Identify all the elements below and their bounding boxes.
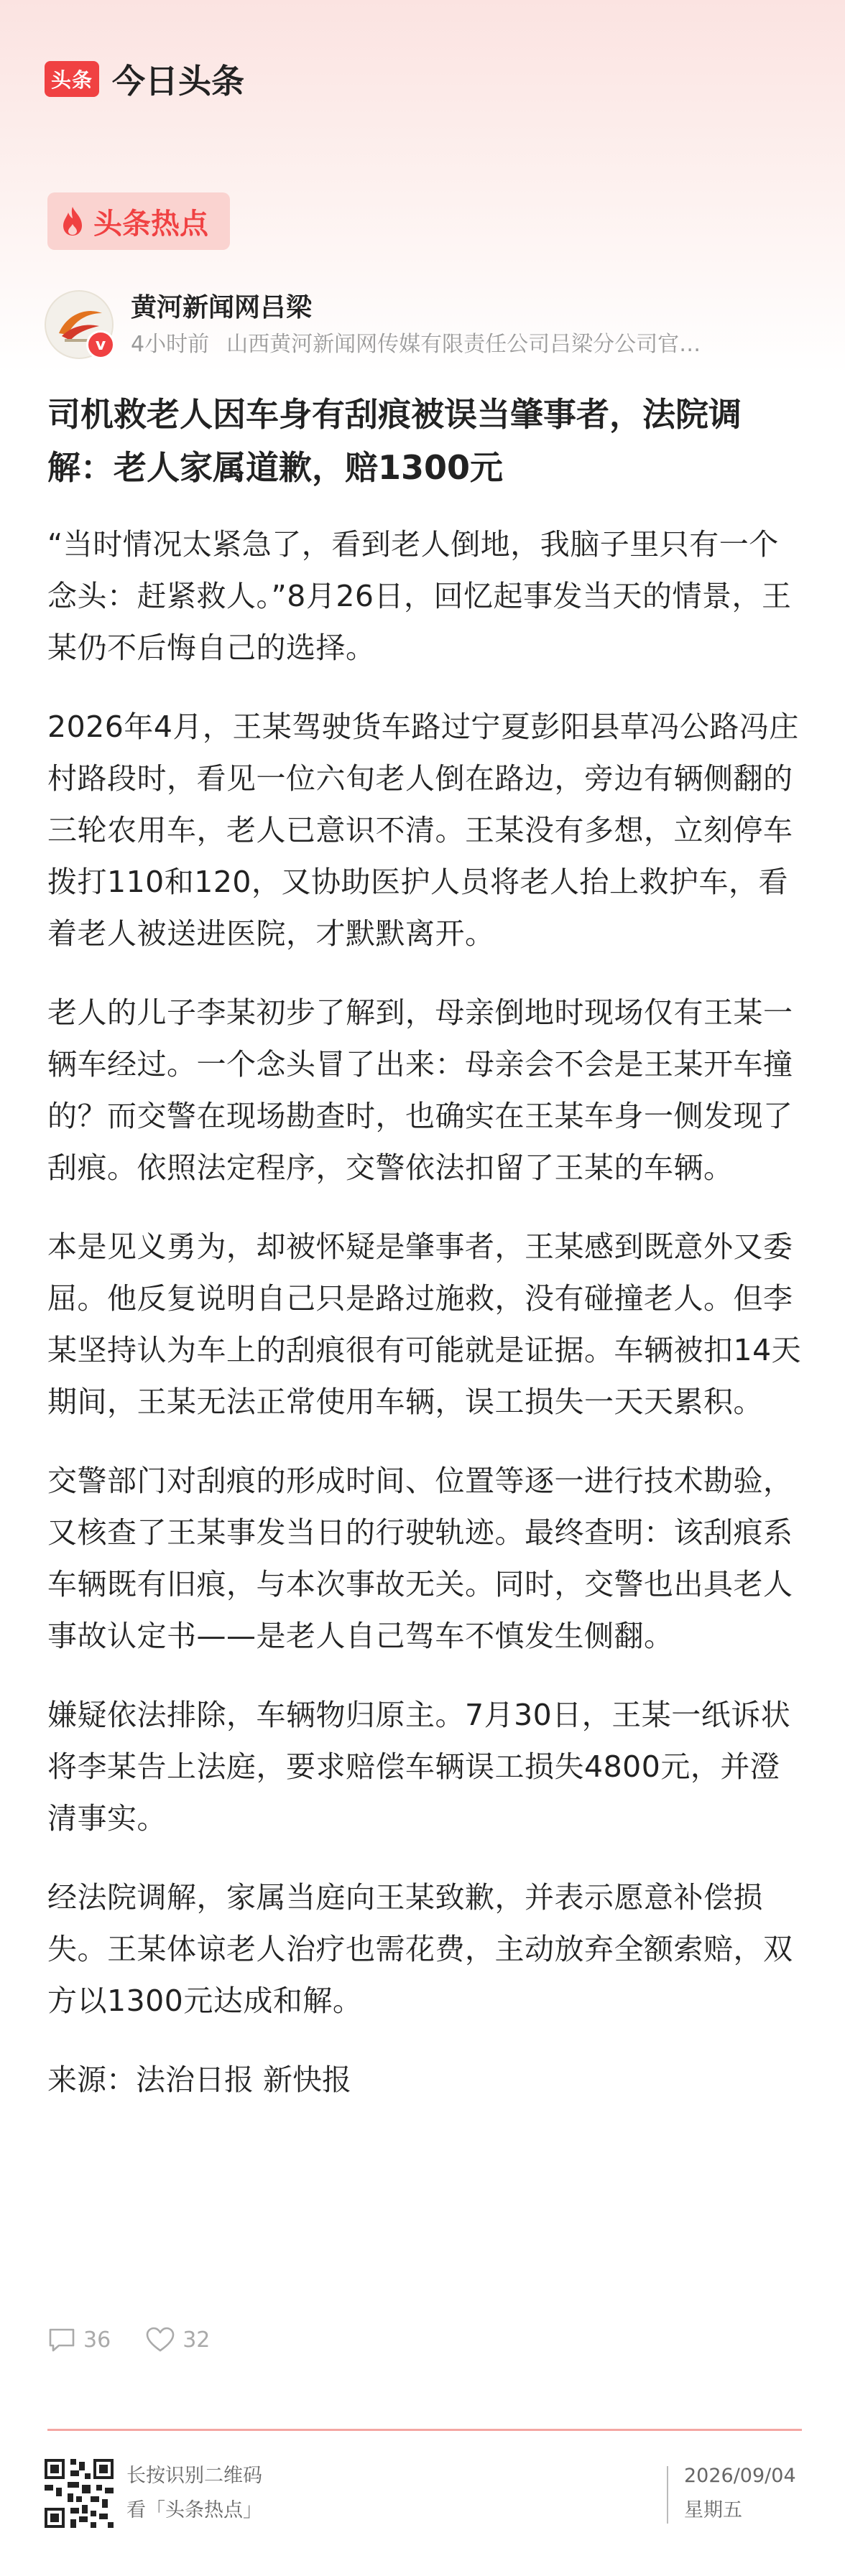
author-name[interactable]: 黄河新闻网吕梁 (131, 293, 313, 322)
article-source: 来源：法治日报 新快报 (47, 2063, 352, 2097)
footer-weekday: 星期五 (684, 2499, 742, 2521)
article-paragraph: 嫌疑依法排除，车辆物归原主。7月30日，王某一纸诉状将李某告上法庭，要求赔偿车辆误工损失4800元，并澄清事实。 (47, 1698, 791, 1836)
article-paragraph: 经法院调解，家属当庭向王某致歉，并表示愿意补偿损失。王某体谅老人治疗也需花费，主动放弃全额索赔，双方以1300元达成和解。 (47, 1880, 793, 2018)
article-paragraph: “当时情况太紧急了，看到老人倒地，我脑子里只有一个念头：赶紧救人。”8月26日，回忆起事发当天的情景，王某仍不后悔自己的选择。 (47, 527, 792, 665)
comment-count: 36 (83, 2327, 111, 2353)
article-title: 司机救老人因车身有刮痕被误当肇事者，法院调解：老人家属道歉，赔1300元 (47, 395, 742, 487)
hot-topic-tag[interactable] (47, 192, 230, 250)
author-meta (131, 326, 821, 358)
share-footer (42, 2456, 803, 2535)
footer-date: 2026/09/04 (684, 2465, 796, 2487)
comment-icon (47, 2327, 76, 2353)
comment-button[interactable] (47, 2327, 111, 2353)
article-body (47, 519, 803, 2106)
article-paragraph: 2026年4月，王某驾驶货车路过宁夏彭阳县草冯公路冯庄村路段时，看见一位六旬老人倒在路边，旁边有辆侧翻的三轮农用车，老人已意识不清。王某没有多想，立刻停车拨打110和120，又协助医护人员将老人抬上救护车，看着老人被送进医院，才默默离开。 (47, 710, 799, 951)
like-button[interactable] (145, 2326, 210, 2353)
qr-caption (126, 2459, 262, 2528)
qr-caption-line1: 长按识别二维码 (126, 2465, 262, 2487)
flame-icon (60, 205, 85, 237)
qr-caption-line2: 看「头条热点」 (126, 2499, 262, 2521)
article-paragraph: 交警部门对刮痕的形成时间、位置等逐一进行技术勘验，又核查了王某事发当日的行驶轨迹。最终查明：该刮痕系车辆既有旧痕，与本次事故无关。同时，交警也出具老人事故认定书——是老人自己驾车不慎发生侧翻。 (47, 1464, 793, 1653)
footer-separator (667, 2466, 668, 2524)
article-paragraph: 老人的儿子李某初步了解到，母亲倒地时现场仅有王某一辆车经过。一个念头冒了出来：母亲会不会是王某开车撞的？而交警在现场勘查时，也确实在王某车身一侧发现了刮痕。依照法定程序，交警依法扣留了王某的车辆。 (47, 995, 793, 1185)
footer-date-block (684, 2459, 796, 2528)
publish-time: 4小时前 (131, 332, 210, 357)
article-actions (47, 2320, 244, 2360)
heart-icon (145, 2326, 175, 2353)
app-name: 今日头条 (112, 62, 244, 101)
article-paragraph: 本是见义勇为，却被怀疑是肇事者，王某感到既意外又委屈。他反复说明自己只是路过施救，没有碰撞老人。但李某坚持认为车上的刮痕很有可能就是证据。车辆被扣14天期间，王某无法正常使用车辆，误工损失一天天累积。 (47, 1229, 802, 1419)
qr-code-icon[interactable] (42, 2456, 116, 2531)
app-logo[interactable]: 头条 (45, 61, 99, 97)
hot-tag-label: 头条热点 (93, 207, 208, 241)
author-row[interactable] (45, 284, 806, 363)
footer-divider (47, 2429, 802, 2431)
verified-badge-icon: v (86, 330, 115, 359)
author-organization: 山西黄河新闻网传媒有限责任公司吕梁分公司官… (226, 332, 701, 357)
app-header (45, 56, 244, 102)
like-count: 32 (183, 2327, 211, 2353)
